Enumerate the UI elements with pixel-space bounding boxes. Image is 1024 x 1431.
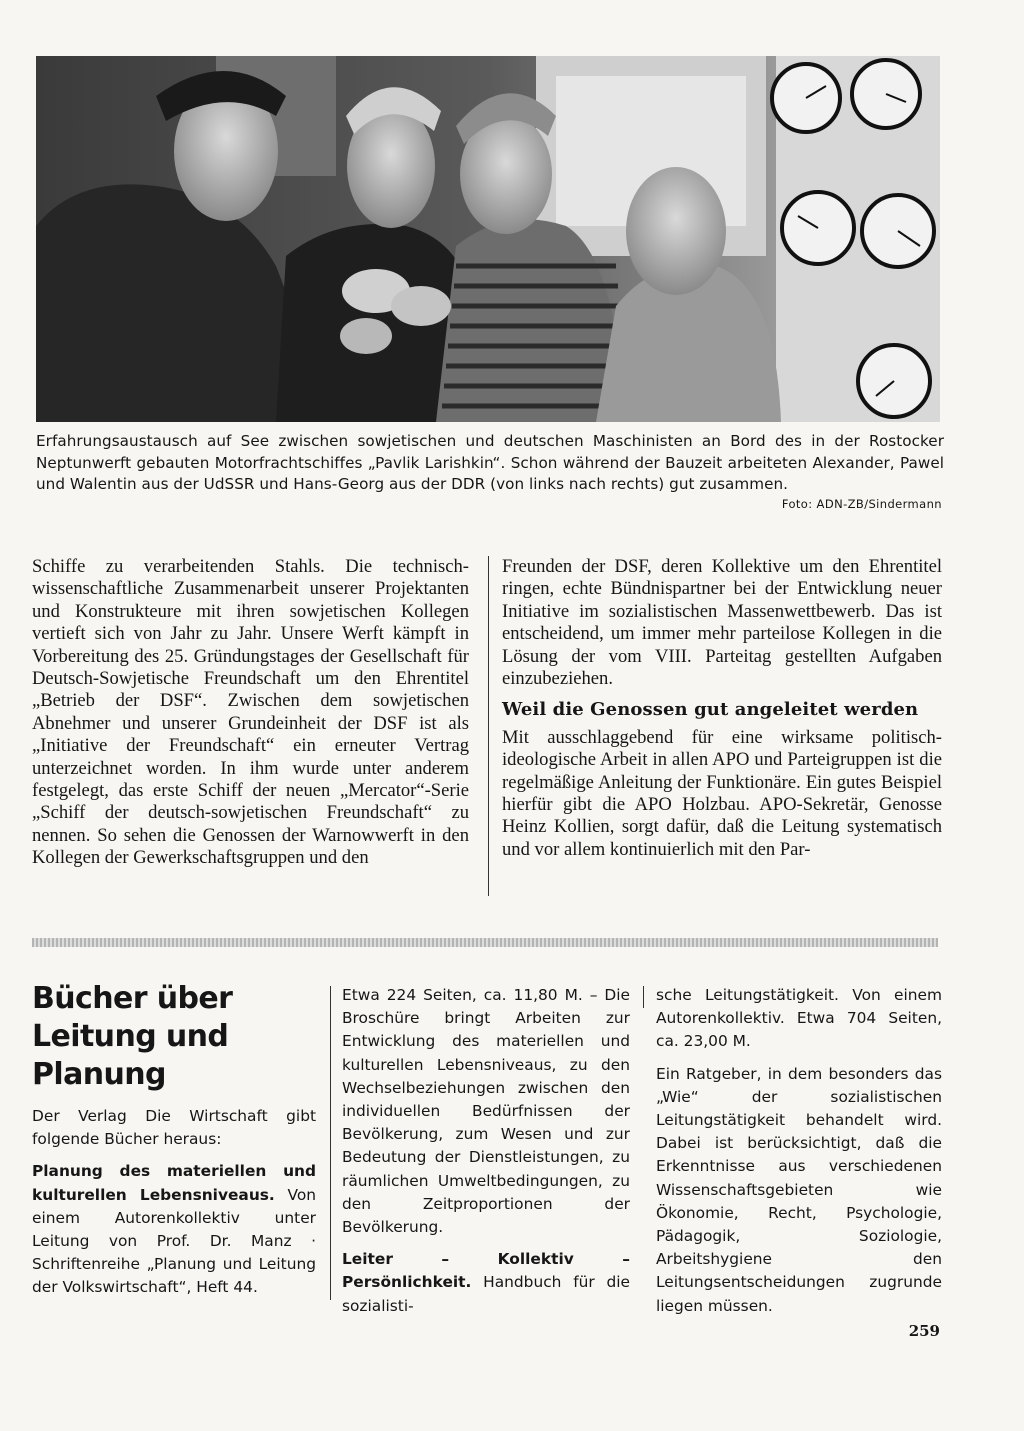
photo-caption: Erfahrungsaustausch auf See zwischen sowjetischen und deutschen Maschinisten an Bord des in der Rostocker Neptunwerft gebauten Motorfrachtschiffes „Pavlik Larishkin“. Schon während der Bauzeit arbeiteten Alexander, Pawel und Walentin aus der UdSSR und Hans-Georg aus der DDR (von links nach rechts) gut zusammen. xyxy=(36,432,944,493)
book-title-1: Planung des materiellen und kulturellen Lebensniveaus. xyxy=(32,1162,316,1204)
books-heading: Bücher über Leitung und Planung xyxy=(32,981,233,1092)
column-divider xyxy=(488,556,489,896)
books-column-1 xyxy=(32,1105,316,1300)
book-description-1: Etwa 224 Seiten, ca. 11,80 M. – Die Broschüre bringt Arbeiten zur Entwicklung des materiellen und kulturellen Lebensniveaus, zu den Wechselbeziehungen zwischen den individuellen Bedürfnissen der Bevölkerung, zum Wesen und zur Bedeutung der Dienstleistungen, zu räumlichen Umweltbedingungen, zu den Zeitproportionen der Bevölkerung. xyxy=(342,986,630,1237)
section-separator xyxy=(32,938,938,947)
book-details-2: Handbuch für die sozialisti- xyxy=(342,1273,630,1315)
book-description-2: Ein Ratgeber, in dem besonders das „Wie“ der sozialistischen Leitungstätigkeit behandelt wird. Dabei ist berücksichtigt, daß die Erkenntnisse aus verschiedenen Wissenschaftsgebieten wie Ökonomie, Recht, Psychologie, Pädagogik, Soziologie, Arbeitshygiene den Leitungsentscheidungen zugrunde liegen müssen. xyxy=(656,1064,942,1315)
article-paragraph: Mit ausschlaggebend für eine wirksame politisch-ideologische Arbeit in allen APO und Parteigruppen ist die regelmäßige Anleitung der Funktionäre. Ein gutes Beispiel hierfür gibt die APO Holzbau. APO-Sekretär, Genosse Heinz Kollien, sorgt dafür, daß die Leitung systematisch und vor allem kontinuierlich mit den Par- xyxy=(502,726,942,860)
books-column-2 xyxy=(342,984,630,1318)
column-divider xyxy=(330,986,331,1300)
book-details-1: Von einem Autorenkollektiv unter Leitung von Prof. Dr. Manz · Schriftenreihe „Planung und Leitung der Volkswirtschaft“, Heft 44. xyxy=(32,1185,316,1297)
book-details-2-continued: sche Leitungstätigkeit. Von einem Autorenkollektiv. Etwa 704 Seiten, ca. 23,00 M. xyxy=(656,986,942,1051)
article-photo xyxy=(36,56,940,422)
photo-illustration xyxy=(36,56,940,422)
article-column-left xyxy=(32,556,469,870)
books-intro: Der Verlag Die Wirtschaft gibt folgende Bücher heraus: xyxy=(32,1107,316,1149)
book-entry-1 xyxy=(32,1160,316,1299)
article-paragraph: Freunden der DSF, deren Kollektive um den Ehrentitel ringen, echte Bündnispartner bei der Entwicklung neuer Initiative im sozialistischen Massenwettbewerb. Das ist entscheidend, um immer mehr parteilose Kollegen in die Lösung der vom VIII. Parteitag gestellten Aufgaben einzubeziehen. xyxy=(502,556,942,690)
article-column-right xyxy=(502,556,942,861)
photo-credit: Foto: ADN-ZB/Sindermann xyxy=(781,497,942,511)
book-entry-2 xyxy=(342,1248,630,1318)
book-title-2: Leiter – Kollektiv – Persönlichkeit. xyxy=(342,1250,630,1292)
page-number: 259 xyxy=(908,1322,940,1340)
article-subheading: Weil die Genossen gut angeleitet werden xyxy=(502,699,919,721)
books-column-3 xyxy=(656,984,942,1318)
column-divider xyxy=(643,986,644,1008)
article-paragraph: Schiffe zu verarbeitenden Stahls. Die technisch-wissenschaftliche Zusammenarbeit unserer Projektanten und Konstrukteure mit ihren sowjetischen Kollegen vertieft sich von Jahr zu Jahr. Unsere Werft kämpft in Vorbereitung des 25. Gründungstages der Gesellschaft für Deutsch-Sowjetische Freundschaft um den Ehrentitel „Betrieb der DSF“. Zwischen dem sowjetischen Abnehmer und unserer Grundeinheit der DSF ist als „Initiative der Freundschaft“ ein erneuter Vertrag unterzeichnet worden. In ihm wurde unter anderem festgelegt, das erste Schiff der neuen „Mercator“-Serie „Schiff der deutsch-sowjetischen Freundschaft“ zu nennen. So sehen die Genossen der Warnowwerft in den Kollegen der Gewerkschaftsgruppen und den xyxy=(32,556,469,869)
